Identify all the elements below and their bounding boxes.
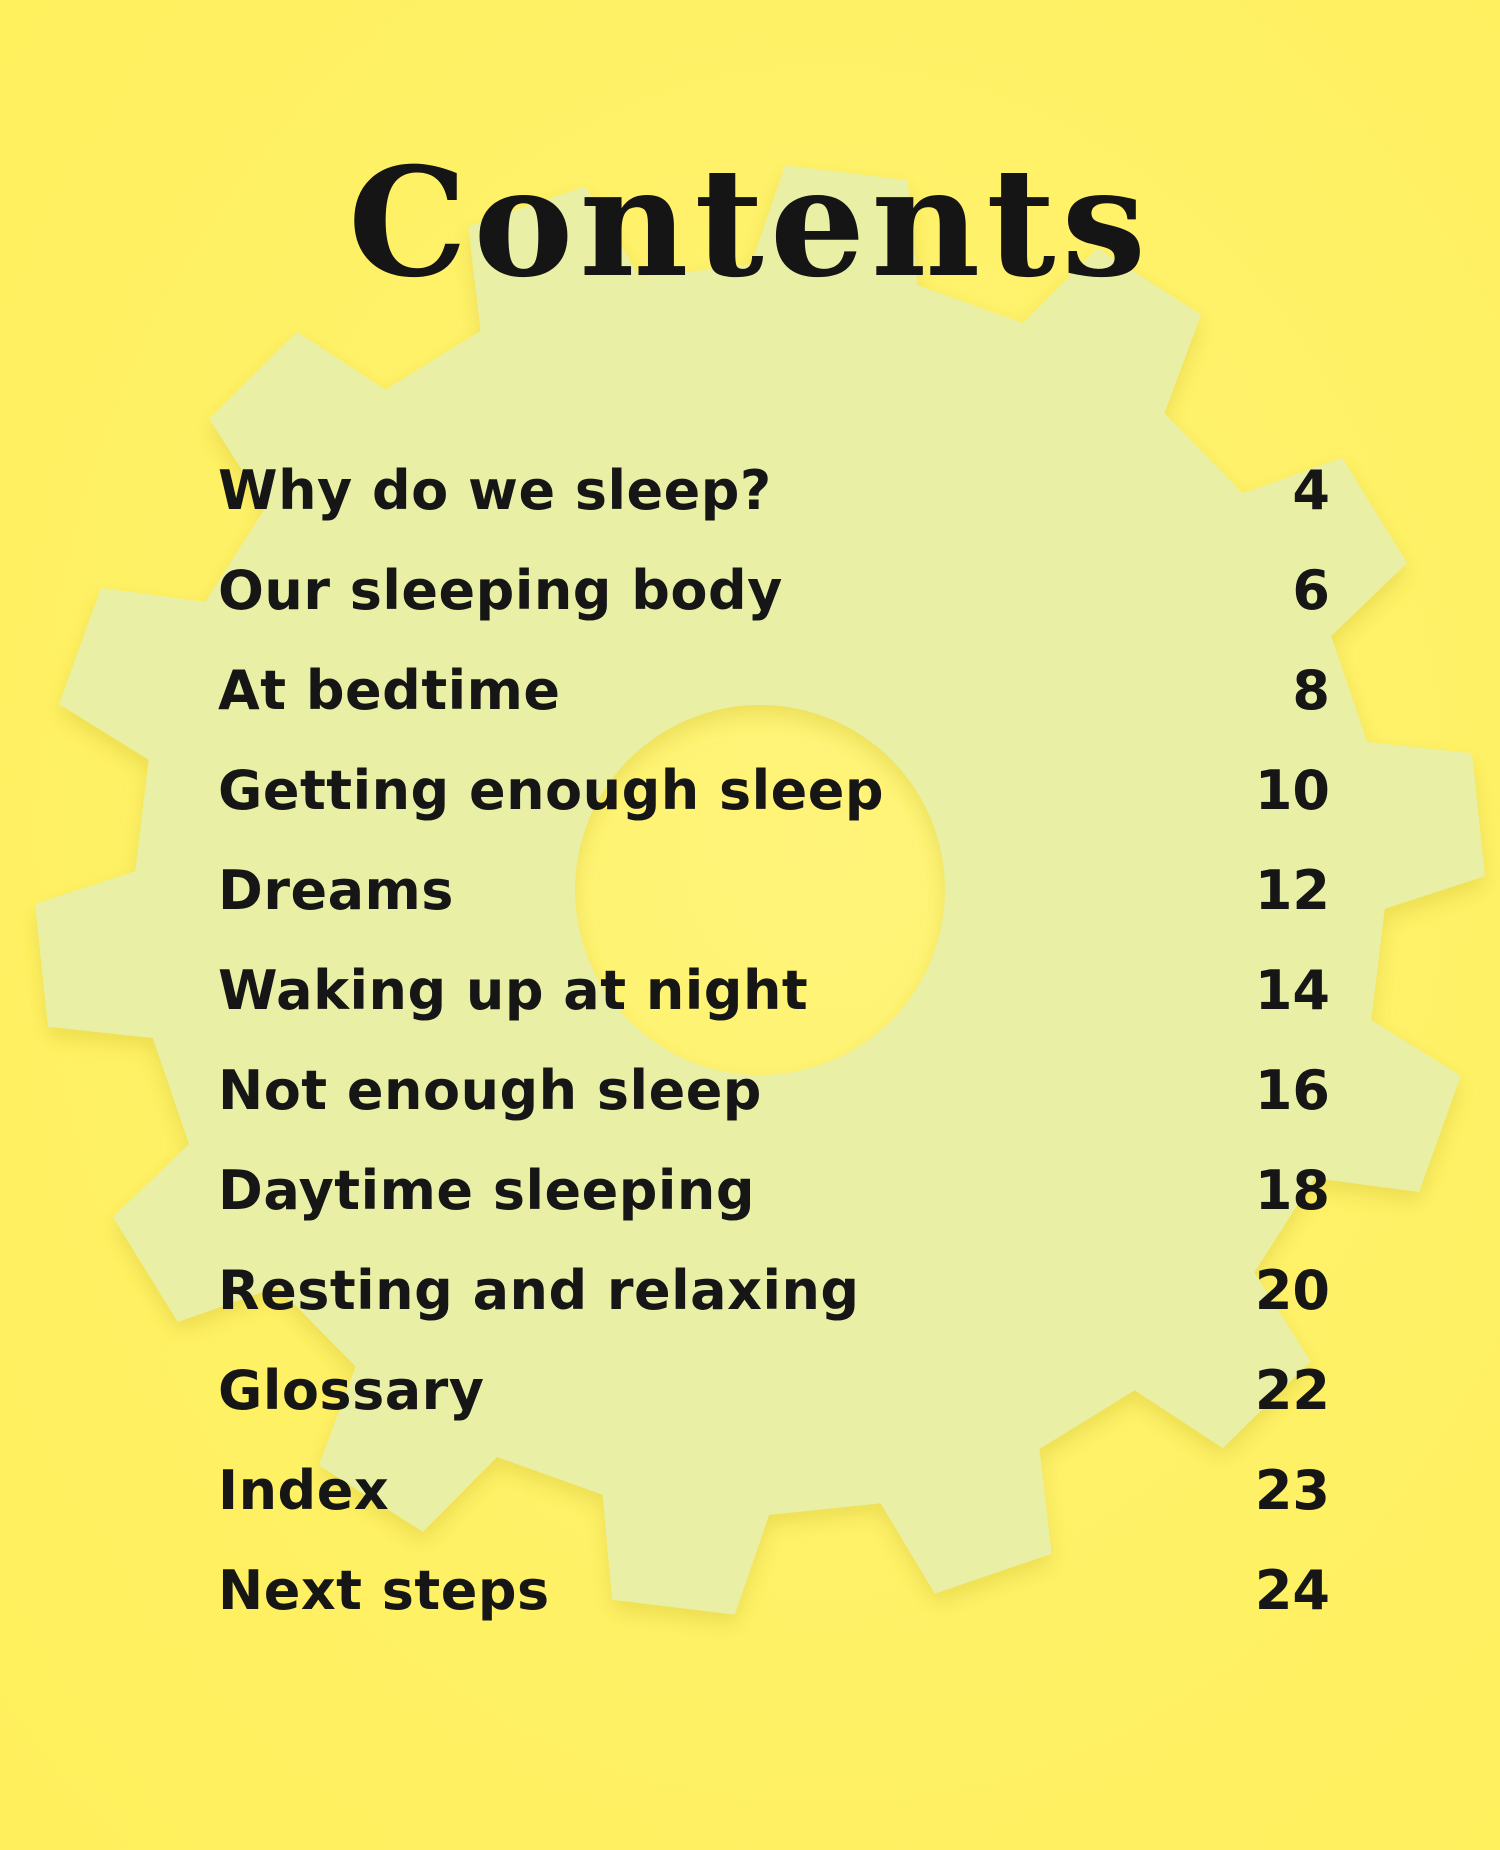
toc-entry[interactable] (218, 1040, 1330, 1140)
toc-entry[interactable] (218, 1140, 1330, 1240)
toc-entry[interactable] (218, 440, 1330, 540)
toc-entry-title: Index (218, 1458, 390, 1522)
toc-entry[interactable] (218, 1540, 1330, 1640)
toc-entry[interactable] (218, 1440, 1330, 1540)
toc-entry[interactable] (218, 1240, 1330, 1340)
toc-entry-page: 10 (1254, 758, 1330, 822)
toc-entry-page: 12 (1254, 858, 1330, 922)
toc-entry-title: Resting and relaxing (218, 1258, 860, 1322)
toc-entry[interactable] (218, 540, 1330, 640)
toc-entry-title: Dreams (218, 858, 454, 922)
toc-entry-page: 20 (1254, 1258, 1330, 1322)
toc-entry-title: Why do we sleep? (218, 458, 772, 522)
toc-entry-title: Glossary (218, 1358, 485, 1422)
toc-entry-page: 23 (1254, 1458, 1330, 1522)
toc-entry-title: Not enough sleep (218, 1058, 762, 1122)
toc-entry-title: Our sleeping body (218, 558, 783, 622)
toc-entry-page: 14 (1254, 958, 1330, 1022)
toc-entry-title: Getting enough sleep (218, 758, 885, 822)
toc-entry[interactable] (218, 740, 1330, 840)
toc-entry-page: 6 (1292, 558, 1330, 622)
toc-entry-page: 24 (1254, 1558, 1330, 1622)
page-title: Contents (347, 135, 1152, 311)
toc-entry-title: Next steps (218, 1558, 550, 1622)
toc-entry-page: 4 (1292, 458, 1330, 522)
toc-entry-title: Daytime sleeping (218, 1158, 755, 1222)
table-of-contents (218, 440, 1330, 1640)
toc-entry-title: At bedtime (218, 658, 561, 722)
toc-entry-page: 16 (1254, 1058, 1330, 1122)
toc-entry-title: Waking up at night (218, 958, 809, 1022)
toc-entry[interactable] (218, 940, 1330, 1040)
toc-entry[interactable] (218, 840, 1330, 940)
toc-entry-page: 18 (1254, 1158, 1330, 1222)
toc-entry[interactable] (218, 640, 1330, 740)
toc-entry-page: 8 (1292, 658, 1330, 722)
toc-entry-page: 22 (1254, 1358, 1330, 1422)
toc-entry[interactable] (218, 1340, 1330, 1440)
